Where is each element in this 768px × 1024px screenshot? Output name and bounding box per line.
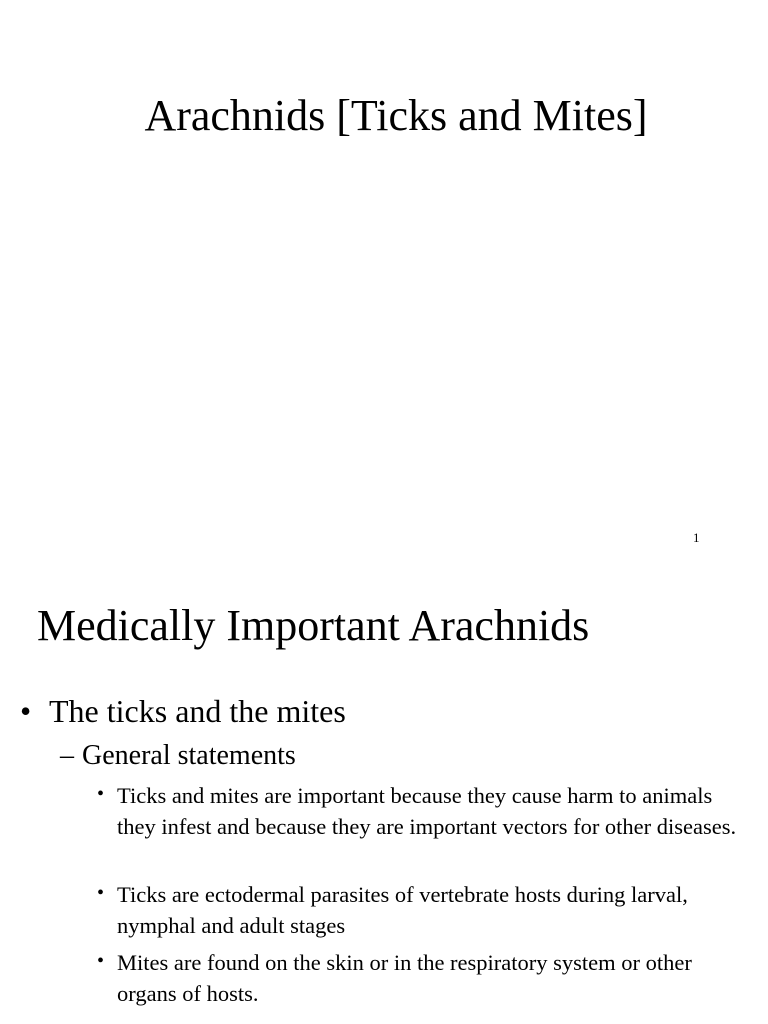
bullet-icon: • [97,950,105,972]
bullet-level-3-item [97,781,737,842]
bullet-level-1-text: The ticks and the mites [49,693,346,729]
bullet-icon: • [97,882,105,904]
bullet-level-3-text: Ticks and mites are important because they cause harm to animals they infest and because they are important vectors for other diseases. [117,783,737,839]
bullet-level-3-text: Ticks are ectodermal parasites of vertebrate hosts during larval, nymphal and adult stages [117,882,688,938]
bullet-icon: • [97,783,105,805]
bullet-icon: • [20,693,32,729]
dash-icon: – [60,740,74,771]
slide-number: 1 [693,530,700,545]
bullet-level-3-text: Mites are found on the skin or in the respiratory system or other organs of hosts. [117,950,692,1006]
bullet-level-2-text: General statements [82,740,296,771]
bullet-level-3-item [97,948,737,1009]
bullet-level-3-item [97,880,737,941]
slide-1-title: Arachnids [Ticks and Mites] [144,91,648,140]
slide-2-title: Medically Important Arachnids [37,601,590,650]
slide-2 [0,576,768,1024]
